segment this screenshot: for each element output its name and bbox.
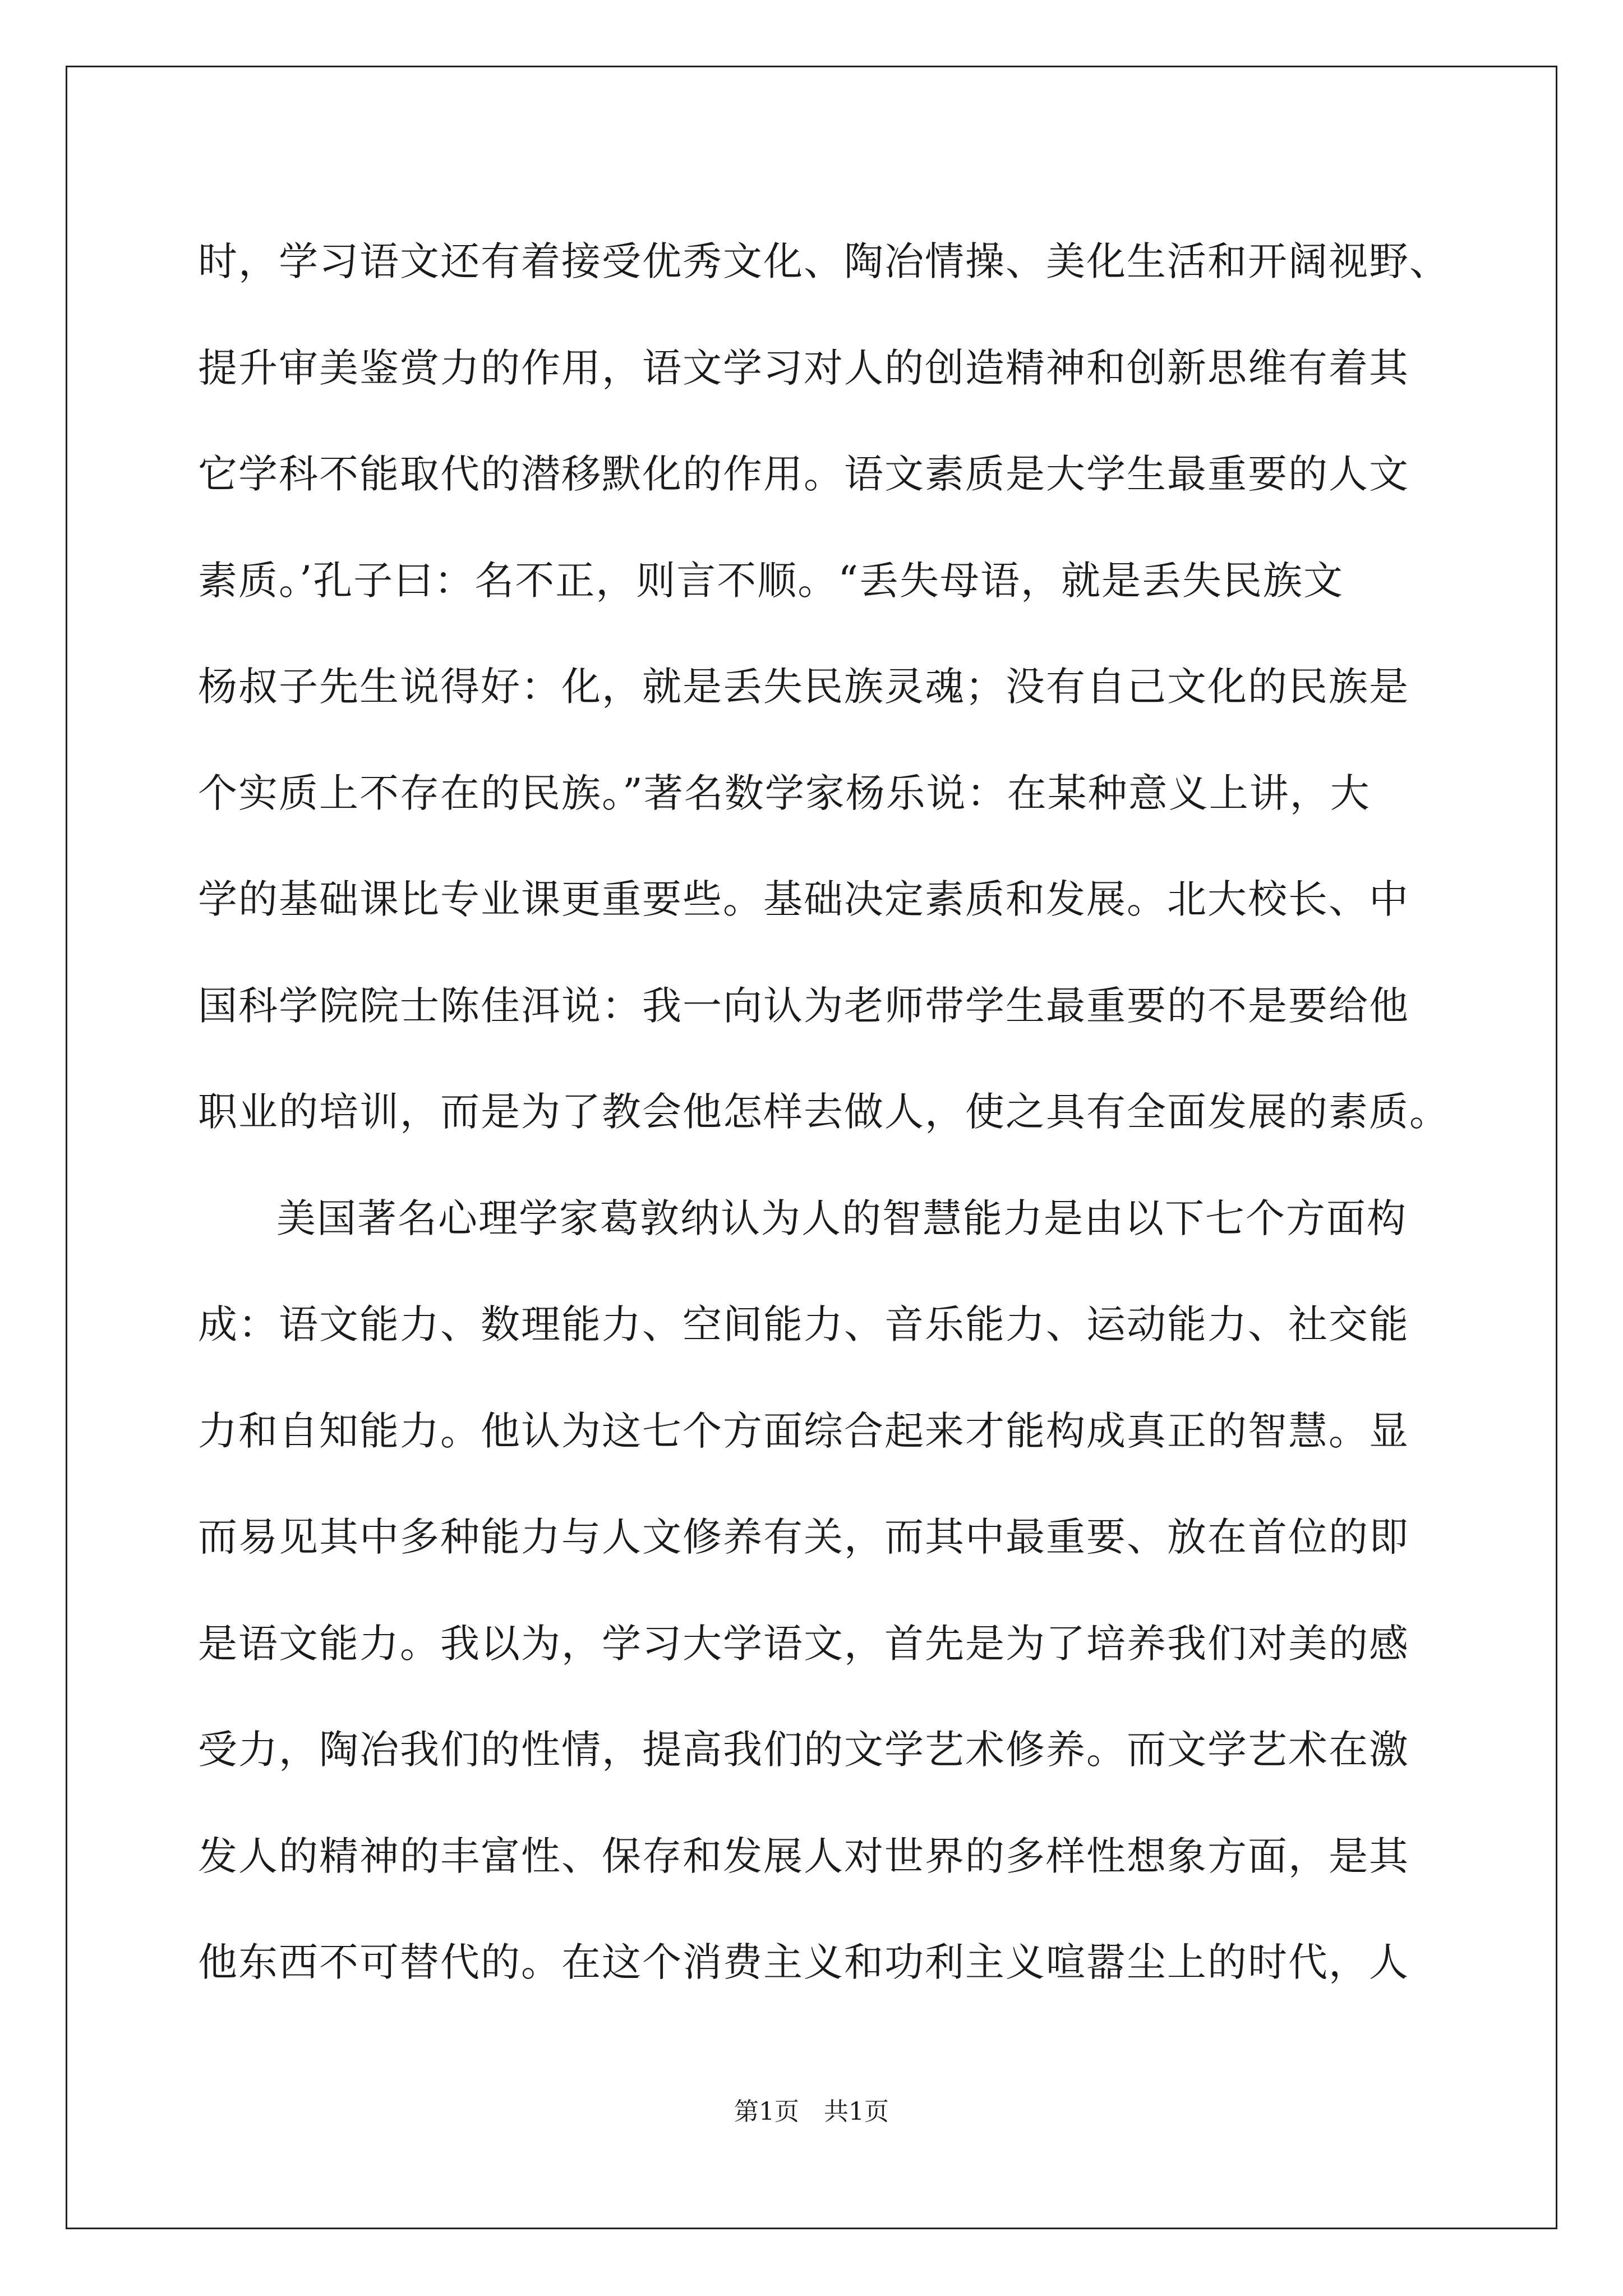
text-line: 受力，陶冶我们的性情，提高我们的文学艺术修养。而文学艺术在激 [198, 1727, 1409, 1773]
text-line: 它学科不能取代的潜移默化的作用。语文素质是大学生最重要的人文 [198, 451, 1409, 497]
text-line: 时，学习语文还有着接受优秀文化、陶冶情操、美化生活和开阔视野、 [198, 238, 1450, 284]
text-line: 力和自知能力。他认为这七个方面综合起来才能构成真正的智慧。显 [198, 1407, 1409, 1454]
text-line: 职业的培训，而是为了教会他怎样去做人，使之具有全面发展的素质。 [198, 1089, 1450, 1135]
page-footer [0, 2095, 1623, 2129]
document-body [198, 209, 1471, 2016]
text-line: 素质。’孔子曰：名不正，则言不顺。“丢失母语，就是丢失民族文 [198, 557, 1344, 604]
page-number: 第1页 [734, 2097, 799, 2126]
text-line: 他东西不可替代的。在这个消费主义和功利主义喧嚣尘上的时代，人 [198, 1939, 1409, 1985]
text-line: 成：语文能力、数理能力、空间能力、音乐能力、运动能力、社交能 [198, 1301, 1409, 1347]
text-line: 个实质上不存在的民族。”著名数学家杨乐说：在某种意义上讲，大 [198, 770, 1371, 816]
text-line: 杨叔子先生说得好：化，就是丢失民族灵魂；没有自己文化的民族是 [198, 664, 1409, 710]
text-line: 学的基础课比专业课更重要些。基础决定素质和发展。北大校长、中 [198, 876, 1409, 922]
text-line: 发人的精神的丰富性、保存和发展人对世界的多样性想象方面，是其 [198, 1833, 1409, 1879]
text-line: 而易见其中多种能力与人文修养有关，而其中最重要、放在首位的即 [198, 1514, 1409, 1560]
text-line: 提升审美鉴赏力的作用，语文学习对人的创造精神和创新思维有着其 [198, 344, 1409, 391]
text-line: 是语文能力。我以为，学习大学语文，首先是为了培养我们对美的感 [198, 1620, 1409, 1667]
text-line: 美国著名心理学家葛敦纳认为人的智慧能力是由以下七个方面构 [276, 1195, 1407, 1241]
page-total: 共1页 [824, 2097, 889, 2126]
text-line: 国科学院院士陈佳洱说：我一向认为老师带学生最重要的不是要给他 [198, 982, 1409, 1029]
